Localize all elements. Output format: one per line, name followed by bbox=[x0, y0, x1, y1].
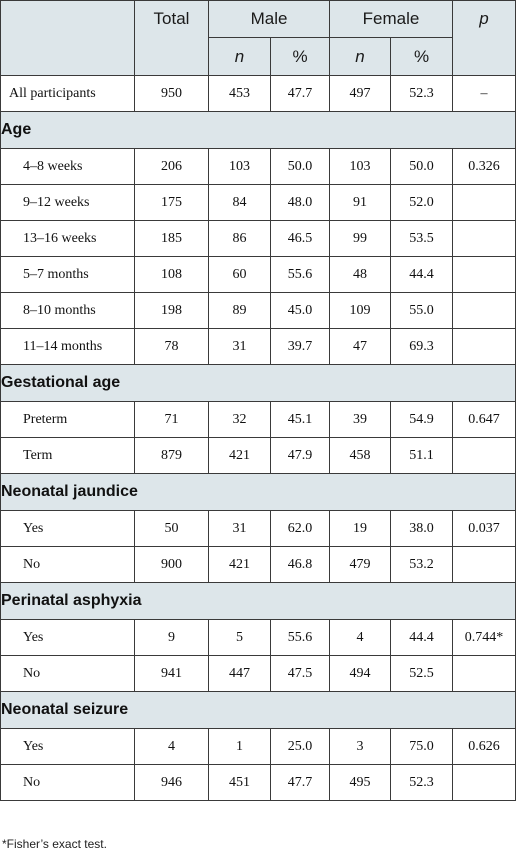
female-n-cell: 19 bbox=[330, 511, 391, 547]
male-pct-cell: 46.5 bbox=[271, 221, 330, 257]
table-row bbox=[1, 293, 516, 329]
male-pct-cell: 47.9 bbox=[271, 438, 330, 474]
table-row bbox=[1, 221, 516, 257]
female-n-cell: 103 bbox=[330, 149, 391, 185]
header-empty-cell bbox=[1, 1, 135, 76]
male-pct-cell: 25.0 bbox=[271, 729, 330, 765]
row-label: Yes bbox=[1, 620, 135, 656]
female-n-cell: 495 bbox=[330, 765, 391, 801]
total-cell: 879 bbox=[135, 438, 209, 474]
female-pct-cell: 44.4 bbox=[391, 620, 453, 656]
male-n-cell: 31 bbox=[209, 511, 271, 547]
male-pct-cell: 45.0 bbox=[271, 293, 330, 329]
p-value-cell bbox=[453, 293, 516, 329]
female-pct-cell: 52.5 bbox=[391, 656, 453, 692]
p-value-cell: 0.626 bbox=[453, 729, 516, 765]
total-cell: 78 bbox=[135, 329, 209, 365]
header-p: p bbox=[453, 1, 516, 76]
female-pct-cell: 51.1 bbox=[391, 438, 453, 474]
male-pct-cell: 47.7 bbox=[271, 76, 330, 112]
total-cell: 941 bbox=[135, 656, 209, 692]
female-pct-cell: 75.0 bbox=[391, 729, 453, 765]
footnote: *Fisher’s exact test. bbox=[2, 837, 107, 851]
p-value-cell bbox=[453, 329, 516, 365]
row-label: No bbox=[1, 547, 135, 583]
table-row bbox=[1, 438, 516, 474]
row-label: Yes bbox=[1, 729, 135, 765]
table-row bbox=[1, 547, 516, 583]
header-row-top bbox=[1, 1, 516, 38]
table-row bbox=[1, 149, 516, 185]
header-male-n: n bbox=[209, 38, 271, 76]
female-pct-cell: 52.3 bbox=[391, 76, 453, 112]
female-n-cell: 47 bbox=[330, 329, 391, 365]
p-value-cell: 0.037 bbox=[453, 511, 516, 547]
p-value-cell bbox=[453, 185, 516, 221]
female-n-cell: 109 bbox=[330, 293, 391, 329]
male-pct-cell: 47.7 bbox=[271, 765, 330, 801]
male-n-cell: 421 bbox=[209, 547, 271, 583]
row-label: No bbox=[1, 765, 135, 801]
male-n-cell: 60 bbox=[209, 257, 271, 293]
row-label: All participants bbox=[1, 76, 135, 112]
male-pct-cell: 62.0 bbox=[271, 511, 330, 547]
total-cell: 185 bbox=[135, 221, 209, 257]
table-row bbox=[1, 765, 516, 801]
p-value-cell bbox=[453, 438, 516, 474]
male-n-cell: 89 bbox=[209, 293, 271, 329]
header-female-n: n bbox=[330, 38, 391, 76]
section-header-row bbox=[1, 365, 516, 402]
section-label: Neonatal jaundice bbox=[1, 474, 516, 511]
female-n-cell: 99 bbox=[330, 221, 391, 257]
p-value-cell: 0.326 bbox=[453, 149, 516, 185]
male-pct-cell: 47.5 bbox=[271, 656, 330, 692]
p-value-cell: – bbox=[453, 76, 516, 112]
total-cell: 108 bbox=[135, 257, 209, 293]
female-pct-cell: 53.5 bbox=[391, 221, 453, 257]
row-label: 9–12 weeks bbox=[1, 185, 135, 221]
table-row bbox=[1, 729, 516, 765]
table-row bbox=[1, 656, 516, 692]
table-row bbox=[1, 329, 516, 365]
section-header-row bbox=[1, 112, 516, 149]
female-pct-cell: 69.3 bbox=[391, 329, 453, 365]
header-male-pct: % bbox=[271, 38, 330, 76]
header-female: Female bbox=[330, 1, 453, 38]
female-n-cell: 91 bbox=[330, 185, 391, 221]
row-label: Yes bbox=[1, 511, 135, 547]
section-label: Age bbox=[1, 112, 516, 149]
row-label: 8–10 months bbox=[1, 293, 135, 329]
female-n-cell: 458 bbox=[330, 438, 391, 474]
male-pct-cell: 55.6 bbox=[271, 257, 330, 293]
table-body bbox=[1, 76, 516, 801]
row-label: Preterm bbox=[1, 402, 135, 438]
female-pct-cell: 54.9 bbox=[391, 402, 453, 438]
male-n-cell: 421 bbox=[209, 438, 271, 474]
p-value-cell: 0.647 bbox=[453, 402, 516, 438]
female-n-cell: 3 bbox=[330, 729, 391, 765]
header-female-pct: % bbox=[391, 38, 453, 76]
male-pct-cell: 45.1 bbox=[271, 402, 330, 438]
total-cell: 198 bbox=[135, 293, 209, 329]
section-header-row bbox=[1, 583, 516, 620]
header-male: Male bbox=[209, 1, 330, 38]
female-pct-cell: 50.0 bbox=[391, 149, 453, 185]
header-total: Total bbox=[135, 1, 209, 76]
male-n-cell: 5 bbox=[209, 620, 271, 656]
section-label: Gestational age bbox=[1, 365, 516, 402]
row-label: 11–14 months bbox=[1, 329, 135, 365]
row-label: 4–8 weeks bbox=[1, 149, 135, 185]
male-n-cell: 1 bbox=[209, 729, 271, 765]
total-cell: 71 bbox=[135, 402, 209, 438]
total-cell: 9 bbox=[135, 620, 209, 656]
female-n-cell: 48 bbox=[330, 257, 391, 293]
table-row bbox=[1, 257, 516, 293]
p-value-cell bbox=[453, 221, 516, 257]
male-n-cell: 32 bbox=[209, 402, 271, 438]
male-n-cell: 103 bbox=[209, 149, 271, 185]
female-pct-cell: 38.0 bbox=[391, 511, 453, 547]
male-pct-cell: 55.6 bbox=[271, 620, 330, 656]
male-pct-cell: 48.0 bbox=[271, 185, 330, 221]
p-value-cell bbox=[453, 547, 516, 583]
female-pct-cell: 44.4 bbox=[391, 257, 453, 293]
total-cell: 950 bbox=[135, 76, 209, 112]
p-value-cell bbox=[453, 656, 516, 692]
total-cell: 50 bbox=[135, 511, 209, 547]
female-pct-cell: 53.2 bbox=[391, 547, 453, 583]
total-cell: 175 bbox=[135, 185, 209, 221]
row-label: Term bbox=[1, 438, 135, 474]
section-header-row bbox=[1, 474, 516, 511]
section-label: Perinatal asphyxia bbox=[1, 583, 516, 620]
male-n-cell: 31 bbox=[209, 329, 271, 365]
male-pct-cell: 50.0 bbox=[271, 149, 330, 185]
section-label: Neonatal seizure bbox=[1, 692, 516, 729]
female-n-cell: 497 bbox=[330, 76, 391, 112]
p-value-cell bbox=[453, 765, 516, 801]
row-label: 13–16 weeks bbox=[1, 221, 135, 257]
female-n-cell: 4 bbox=[330, 620, 391, 656]
total-cell: 4 bbox=[135, 729, 209, 765]
female-n-cell: 39 bbox=[330, 402, 391, 438]
p-value-cell: 0.744* bbox=[453, 620, 516, 656]
male-pct-cell: 39.7 bbox=[271, 329, 330, 365]
male-n-cell: 84 bbox=[209, 185, 271, 221]
male-n-cell: 447 bbox=[209, 656, 271, 692]
table-row bbox=[1, 185, 516, 221]
female-n-cell: 479 bbox=[330, 547, 391, 583]
table-row bbox=[1, 76, 516, 112]
male-pct-cell: 46.8 bbox=[271, 547, 330, 583]
total-cell: 900 bbox=[135, 547, 209, 583]
female-pct-cell: 52.3 bbox=[391, 765, 453, 801]
row-label: No bbox=[1, 656, 135, 692]
table-row bbox=[1, 402, 516, 438]
p-value-cell bbox=[453, 257, 516, 293]
table-row bbox=[1, 620, 516, 656]
row-label: 5–7 months bbox=[1, 257, 135, 293]
male-n-cell: 86 bbox=[209, 221, 271, 257]
female-pct-cell: 52.0 bbox=[391, 185, 453, 221]
total-cell: 206 bbox=[135, 149, 209, 185]
table-row bbox=[1, 511, 516, 547]
female-n-cell: 494 bbox=[330, 656, 391, 692]
male-n-cell: 451 bbox=[209, 765, 271, 801]
total-cell: 946 bbox=[135, 765, 209, 801]
female-pct-cell: 55.0 bbox=[391, 293, 453, 329]
male-n-cell: 453 bbox=[209, 76, 271, 112]
section-header-row bbox=[1, 692, 516, 729]
